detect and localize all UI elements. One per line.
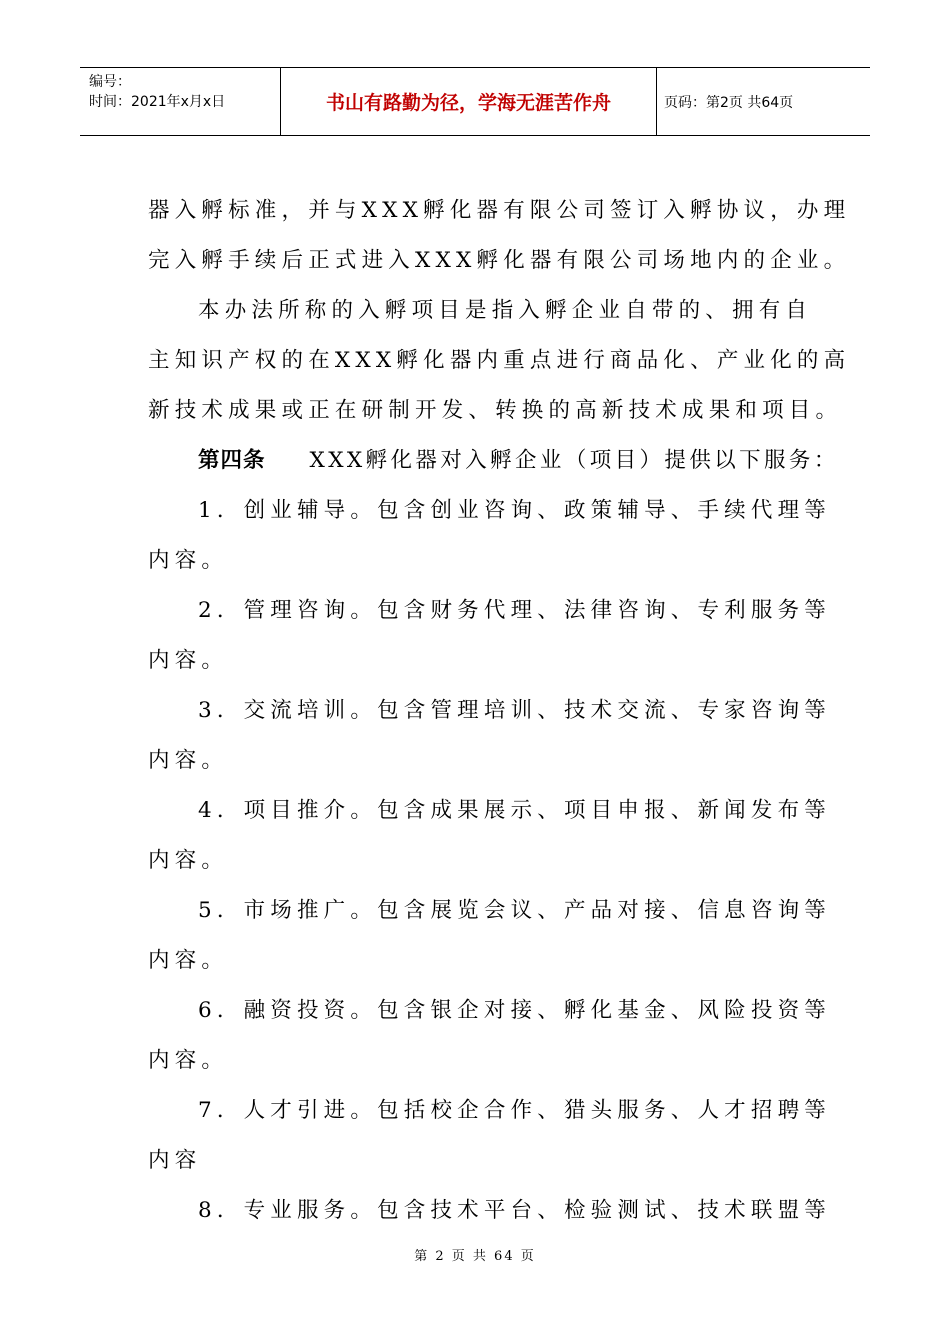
document-number: 编号：: [89, 74, 131, 90]
list-item: 4．项目推介。包含成果展示、项目申报、新闻发布等: [198, 798, 831, 823]
list-item: 2．管理咨询。包含财务代理、法律咨询、专利服务等: [198, 598, 831, 623]
article-number: 第四条: [198, 448, 266, 473]
list-item-continuation: 内容。: [148, 1048, 229, 1073]
page-footer: 第 2 页 共 64 页: [414, 1249, 536, 1264]
body-line: 主知识产权的在XXX孵化器内重点进行商品化、产业化的高: [148, 348, 851, 373]
article-heading: [148, 438, 839, 488]
list-item-continuation: 内容。: [148, 648, 229, 673]
body-line: 本办法所称的入孵项目是指入孵企业自带的、拥有自: [198, 298, 813, 323]
body-line: 新技术成果或正在研制开发、转换的高新技术成果和项目。: [148, 398, 843, 423]
page-header: [80, 67, 870, 136]
list-item-continuation: 内容。: [148, 848, 229, 873]
list-item-continuation: 内容。: [148, 748, 229, 773]
list-item: 7．人才引进。包括校企合作、猎头服务、人才招聘等: [198, 1098, 831, 1123]
list-item-continuation: 内容。: [148, 548, 229, 573]
list-item: 1．创业辅导。包含创业咨询、政策辅导、手续代理等: [198, 498, 831, 523]
list-item-continuation: 内容。: [148, 948, 229, 973]
body-line: 器入孵标准，并与XXX孵化器有限公司签订入孵协议，办理: [148, 198, 851, 223]
header-motto: 书山有路勤为径，学海无涯苦作舟: [281, 68, 657, 135]
document-date: 时间：2021年x月x日: [89, 94, 226, 110]
header-meta: [80, 68, 281, 135]
list-item: 6．融资投资。包含银企对接、孵化基金、风险投资等: [198, 998, 831, 1023]
header-page-info: 页码：第2页 共64页: [664, 94, 794, 111]
body-line: 完入孵手续后正式进入XXX孵化器有限公司场地内的企业。: [148, 248, 851, 273]
list-item: 3．交流培训。包含管理培训、技术交流、专家咨询等: [198, 698, 831, 723]
list-item: 5．市场推广。包含展览会议、产品对接、信息咨询等: [198, 898, 831, 923]
list-item: 8．专业服务。包含技术平台、检验测试、技术联盟等: [198, 1198, 831, 1223]
article-text: XXX孵化器对入孵企业（项目）提供以下服务：: [309, 448, 839, 473]
document-body: [148, 188, 851, 1238]
list-item-continuation: 内容: [148, 1148, 202, 1173]
